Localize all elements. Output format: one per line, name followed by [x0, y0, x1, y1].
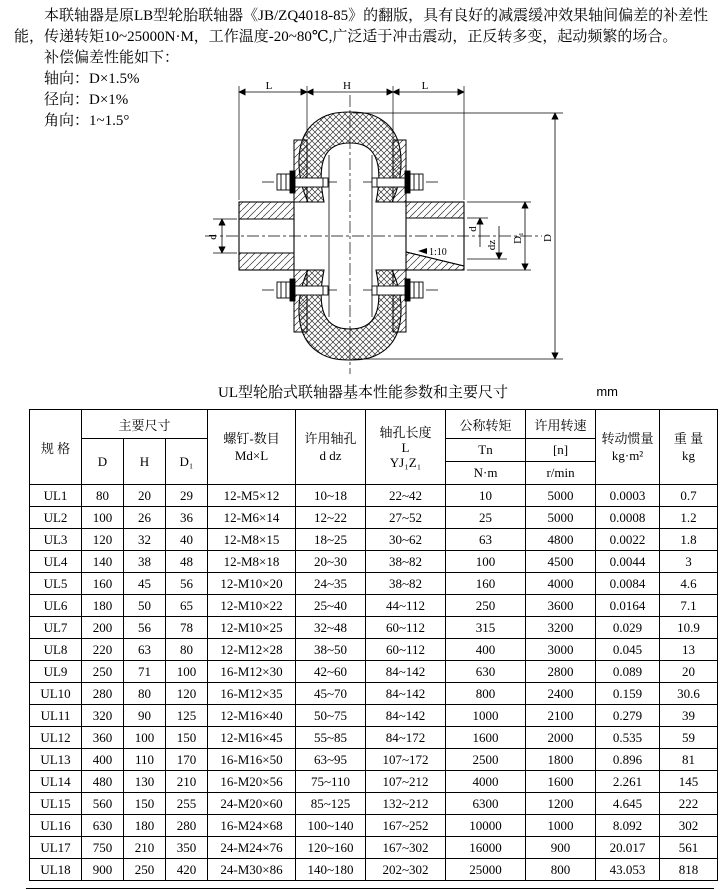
table-cell: 0.045: [596, 639, 660, 661]
table-cell: 85~125: [296, 793, 366, 815]
header-inertia: [596, 410, 660, 485]
table-cell: 180: [82, 595, 124, 617]
table-cell: 0.159: [596, 683, 660, 705]
dim-label-dz: dz: [486, 239, 498, 251]
table-cell: 4800: [526, 529, 596, 551]
table-row: [30, 617, 718, 639]
table-cell: 27~52: [366, 507, 446, 529]
table-cell: 900: [82, 859, 124, 881]
table-cell: 16-M16×50: [208, 749, 296, 771]
table-cell: 0.0084: [596, 573, 660, 595]
radial-line: 径向：D×1%: [44, 92, 129, 108]
compensation-heading: 补偿偏差性能如下：: [44, 50, 180, 66]
table-cell: 6300: [446, 793, 526, 815]
table-row: [30, 595, 718, 617]
table-cell: 12-M10×22: [208, 595, 296, 617]
table-cell: 150: [166, 727, 208, 749]
header-speed-unit: r/min: [526, 462, 596, 485]
table-cell: 39: [660, 705, 718, 727]
table-cell: 12-M12×28: [208, 639, 296, 661]
table-cell: 210: [166, 771, 208, 793]
table-row: [30, 815, 718, 837]
table-cell: 100: [446, 551, 526, 573]
table-title: UL型轮胎式联轴器基本性能参数和主要尺寸: [218, 385, 508, 401]
table-row: [30, 529, 718, 551]
table-cell: 48: [166, 551, 208, 573]
table-cell: 50~75: [296, 705, 366, 727]
table-cell: 315: [446, 617, 526, 639]
table-cell: 5000: [526, 507, 596, 529]
header-inertia-sub: kg·m²: [611, 448, 644, 463]
table-cell: 59: [660, 727, 718, 749]
table-cell: 2000: [526, 727, 596, 749]
header-length-sub2: YJ₁Z₁: [389, 454, 422, 470]
table-cell: 125: [166, 705, 208, 727]
table-cell: UL12: [30, 727, 82, 749]
table-cell: 255: [166, 793, 208, 815]
table-body: [30, 485, 718, 881]
table-cell: 400: [446, 639, 526, 661]
table-cell: 80: [166, 639, 208, 661]
table-cell: 3: [660, 551, 718, 573]
table-cell: 10.9: [660, 617, 718, 639]
table-cell: 25~40: [296, 595, 366, 617]
table-cell: 56: [166, 573, 208, 595]
table-cell: UL15: [30, 793, 82, 815]
header-length-title: 轴孔长度: [379, 424, 432, 440]
table-cell: 100~140: [296, 815, 366, 837]
header-bore-title: 许用轴孔: [304, 431, 357, 446]
table-row: [30, 639, 718, 661]
table-cell: 1600: [526, 771, 596, 793]
table-cell: 140~180: [296, 859, 366, 881]
table-row: [30, 683, 718, 705]
table-cell: 0.535: [596, 727, 660, 749]
table-cell: 12-M10×20: [208, 573, 296, 595]
table-cell: 202~302: [366, 859, 446, 881]
table-cell: 220: [82, 639, 124, 661]
table-cell: 10~18: [296, 485, 366, 507]
table-cell: 32: [124, 529, 166, 551]
table-cell: 2800: [526, 661, 596, 683]
table-cell: 16-M12×30: [208, 661, 296, 683]
dim-label-D: D: [542, 234, 554, 242]
table-cell: 2500: [446, 749, 526, 771]
table-cell: 1.2: [660, 507, 718, 529]
header-D1: D₁: [166, 439, 208, 485]
table-cell: 561: [660, 837, 718, 859]
table-row: [30, 793, 718, 815]
table-cell: UL1: [30, 485, 82, 507]
table-cell: 250: [446, 595, 526, 617]
table-cell: 900: [526, 837, 596, 859]
table-cell: 63: [446, 529, 526, 551]
table-cell: 63~95: [296, 749, 366, 771]
table-cell: 30~62: [366, 529, 446, 551]
table-cell: 12-M5×12: [208, 485, 296, 507]
header-bolts-title: 螺钉-数目: [223, 431, 280, 446]
table-cell: 210: [124, 837, 166, 859]
table-cell: 0.0022: [596, 529, 660, 551]
table-cell: 25000: [446, 859, 526, 881]
table-cell: 400: [82, 749, 124, 771]
table-cell: 4.6: [660, 573, 718, 595]
table-cell: 81: [660, 749, 718, 771]
table-cell: 818: [660, 859, 718, 881]
table-cell: 1000: [446, 705, 526, 727]
header-torque-symbol: Tn: [446, 439, 526, 462]
table-cell: 43.053: [596, 859, 660, 881]
table-cell: 167~302: [366, 837, 446, 859]
table-cell: UL3: [30, 529, 82, 551]
table-cell: 280: [82, 683, 124, 705]
table-cell: 38~82: [366, 551, 446, 573]
table-row: [30, 749, 718, 771]
header-inertia-title: 转动惯量: [601, 431, 654, 446]
table-cell: 45~70: [296, 683, 366, 705]
table-cell: 50: [124, 595, 166, 617]
table-cell: 480: [82, 771, 124, 793]
table-cell: 167~252: [366, 815, 446, 837]
table-cell: 0.0008: [596, 507, 660, 529]
table-cell: 120~160: [296, 837, 366, 859]
header-spec: 规 格: [30, 410, 82, 485]
table-row: [30, 705, 718, 727]
table-cell: 302: [660, 815, 718, 837]
table-cell: 30.6: [660, 683, 718, 705]
table-row: [30, 485, 718, 507]
dim-label-L-right: L: [421, 80, 429, 92]
table-cell: 3600: [526, 595, 596, 617]
table-cell: 24~35: [296, 573, 366, 595]
table-cell: UL4: [30, 551, 82, 573]
table-cell: 120: [166, 683, 208, 705]
table-cell: 12-M8×15: [208, 529, 296, 551]
table-cell: 630: [82, 815, 124, 837]
table-cell: UL8: [30, 639, 82, 661]
table-cell: 100: [82, 507, 124, 529]
table-cell: UL7: [30, 617, 82, 639]
table-row: [30, 551, 718, 573]
table-cell: 84~142: [366, 683, 446, 705]
table-cell: 4000: [526, 573, 596, 595]
table-cell: 0.0044: [596, 551, 660, 573]
table-row: [30, 837, 718, 859]
table-cell: 0.896: [596, 749, 660, 771]
table-row: [30, 573, 718, 595]
table-cell: 16-M24×68: [208, 815, 296, 837]
table-cell: 26: [124, 507, 166, 529]
table-cell: UL2: [30, 507, 82, 529]
table-cell: 25: [446, 507, 526, 529]
table-cell: 24-M30×86: [208, 859, 296, 881]
table-cell: 12-M6×14: [208, 507, 296, 529]
header-weight-sub: kg: [682, 448, 696, 463]
table-cell: 0.089: [596, 661, 660, 683]
table-cell: 360: [82, 727, 124, 749]
table-cell: 24-M24×76: [208, 837, 296, 859]
table-cell: 36: [166, 507, 208, 529]
table-cell: 38~50: [296, 639, 366, 661]
header-D: D: [82, 439, 124, 485]
table-cell: 350: [166, 837, 208, 859]
table-cell: 110: [124, 749, 166, 771]
table-cell: 12-M10×25: [208, 617, 296, 639]
table-cell: 140: [82, 551, 124, 573]
table-cell: 60~112: [366, 617, 446, 639]
table-cell: 20~30: [296, 551, 366, 573]
header-weight: [660, 410, 718, 485]
table-cell: 42~60: [296, 661, 366, 683]
taper-label: 1:10: [429, 247, 447, 258]
table-cell: 160: [446, 573, 526, 595]
table-cell: 100: [124, 727, 166, 749]
table-cell: 280: [166, 815, 208, 837]
header-bolts: [208, 410, 296, 485]
table-cell: 180: [124, 815, 166, 837]
header-H: H: [124, 439, 166, 485]
table-cell: 750: [82, 837, 124, 859]
table-unit: mm: [596, 384, 618, 399]
table-cell: 80: [82, 485, 124, 507]
intro-paragraph: 本联轴器是原LB型轮胎联轴器《JB/ZQ4018-85》的翻版，具有良好的减震缓冲效果轴间偏差的补差性能，传递转矩10~25000N·M，工作温度-20~80℃,广泛适于冲击震动，正反转多变，起动频繁的场合。: [14, 8, 709, 45]
table-cell: 1800: [526, 749, 596, 771]
table-cell: 78: [166, 617, 208, 639]
table-cell: UL16: [30, 815, 82, 837]
table-cell: 7.1: [660, 595, 718, 617]
table-cell: 160: [82, 573, 124, 595]
dim-label-d-right: d: [467, 226, 479, 232]
table-cell: 40: [166, 529, 208, 551]
header-bore: [296, 410, 366, 485]
dim-label-L-left: L: [265, 80, 273, 92]
dim-label-d-left: d: [207, 234, 219, 240]
dim-label-H: H: [343, 80, 351, 92]
table-cell: 420: [166, 859, 208, 881]
table-cell: UL11: [30, 705, 82, 727]
header-length: [366, 410, 446, 485]
table-cell: 56: [124, 617, 166, 639]
table-cell: 18~25: [296, 529, 366, 551]
table-cell: UL18: [30, 859, 82, 881]
header-main-dims: 主要尺寸: [82, 410, 208, 439]
table-cell: 4000: [446, 771, 526, 793]
table-cell: 4.645: [596, 793, 660, 815]
table-cell: 20.017: [596, 837, 660, 859]
header-torque: 公称转矩: [446, 410, 526, 439]
table-cell: 38~82: [366, 573, 446, 595]
table-cell: 120: [82, 529, 124, 551]
bottom-rule: [26, 888, 714, 889]
header-torque-unit: N·m: [446, 462, 526, 485]
header-speed-symbol: [n]: [526, 439, 596, 462]
table-cell: 3000: [526, 639, 596, 661]
table-cell: UL14: [30, 771, 82, 793]
table-cell: 44~112: [366, 595, 446, 617]
table-cell: 0.0164: [596, 595, 660, 617]
table-cell: 10000: [446, 815, 526, 837]
table-cell: 4500: [526, 551, 596, 573]
table-cell: 71: [124, 661, 166, 683]
table-cell: UL13: [30, 749, 82, 771]
table-cell: 250: [82, 661, 124, 683]
table-cell: 145: [660, 771, 718, 793]
table-cell: 3200: [526, 617, 596, 639]
coupling-cross-section: [100, 78, 645, 386]
table-cell: 2100: [526, 705, 596, 727]
table-cell: 38: [124, 551, 166, 573]
table-cell: 130: [124, 771, 166, 793]
table-cell: 2.261: [596, 771, 660, 793]
table-cell: 132~212: [366, 793, 446, 815]
table-cell: 1200: [526, 793, 596, 815]
table-cell: 150: [124, 793, 166, 815]
table-cell: 800: [526, 859, 596, 881]
table-cell: 200: [82, 617, 124, 639]
table-cell: 560: [82, 793, 124, 815]
table-cell: 8.092: [596, 815, 660, 837]
table-cell: 0.0003: [596, 485, 660, 507]
right-hub: [406, 202, 464, 270]
header-length-sub1: L: [401, 439, 410, 455]
header-bolts-sub: Md×L: [234, 448, 269, 463]
table-cell: UL10: [30, 683, 82, 705]
table-row: [30, 661, 718, 683]
table-cell: 20: [124, 485, 166, 507]
table-cell: 2400: [526, 683, 596, 705]
table-cell: 0.7: [660, 485, 718, 507]
table-cell: 45: [124, 573, 166, 595]
header-speed: 许用转速: [526, 410, 596, 439]
table-cell: 84~142: [366, 661, 446, 683]
table-cell: 75~110: [296, 771, 366, 793]
table-cell: 16000: [446, 837, 526, 859]
table-cell: 0.029: [596, 617, 660, 639]
table-cell: 222: [660, 793, 718, 815]
table-cell: 84~172: [366, 727, 446, 749]
angular-line: 角向：1~1.5°: [44, 113, 130, 129]
table-cell: 84~142: [366, 705, 446, 727]
table-cell: 16-M12×35: [208, 683, 296, 705]
table-cell: 16-M20×56: [208, 771, 296, 793]
table-cell: 20: [660, 661, 718, 683]
table-cell: UL6: [30, 595, 82, 617]
table-row: [30, 859, 718, 881]
table-cell: 12-M16×45: [208, 727, 296, 749]
table-cell: 63: [124, 639, 166, 661]
table-cell: 10: [446, 485, 526, 507]
table-cell: 32~48: [296, 617, 366, 639]
table-cell: 90: [124, 705, 166, 727]
coupling-drawing: [100, 78, 645, 386]
table-cell: 12~22: [296, 507, 366, 529]
table-cell: 22~42: [366, 485, 446, 507]
table-cell: 13: [660, 639, 718, 661]
table-cell: UL9: [30, 661, 82, 683]
table-cell: 250: [124, 859, 166, 881]
table-cell: 55~85: [296, 727, 366, 749]
table-cell: 29: [166, 485, 208, 507]
table-row: [30, 771, 718, 793]
table-cell: 320: [82, 705, 124, 727]
parameters-table: [29, 409, 718, 881]
header-weight-title: 重 量: [673, 431, 704, 446]
table-cell: 1.8: [660, 529, 718, 551]
table-cell: 800: [446, 683, 526, 705]
table-cell: 65: [166, 595, 208, 617]
table-row: [30, 727, 718, 749]
header-bore-sub: d dz: [319, 448, 342, 463]
table-title-row: [0, 381, 726, 403]
table-cell: 170: [166, 749, 208, 771]
table-cell: 12-M16×40: [208, 705, 296, 727]
table-cell: 60~112: [366, 639, 446, 661]
table-cell: UL5: [30, 573, 82, 595]
table-cell: 100: [166, 661, 208, 683]
table-cell: 107~212: [366, 771, 446, 793]
table-cell: 630: [446, 661, 526, 683]
dim-label-D1: D₁: [512, 232, 524, 244]
table-cell: 80: [124, 683, 166, 705]
table-row: [30, 507, 718, 529]
table-cell: 107~172: [366, 749, 446, 771]
table-cell: 1000: [526, 815, 596, 837]
axial-line: 轴向：D×1.5%: [44, 71, 140, 87]
table-cell: 24-M20×60: [208, 793, 296, 815]
table-cell: UL17: [30, 837, 82, 859]
table-cell: 1600: [446, 727, 526, 749]
table-cell: 0.279: [596, 705, 660, 727]
table-cell: 12-M8×18: [208, 551, 296, 573]
table-cell: 5000: [526, 485, 596, 507]
